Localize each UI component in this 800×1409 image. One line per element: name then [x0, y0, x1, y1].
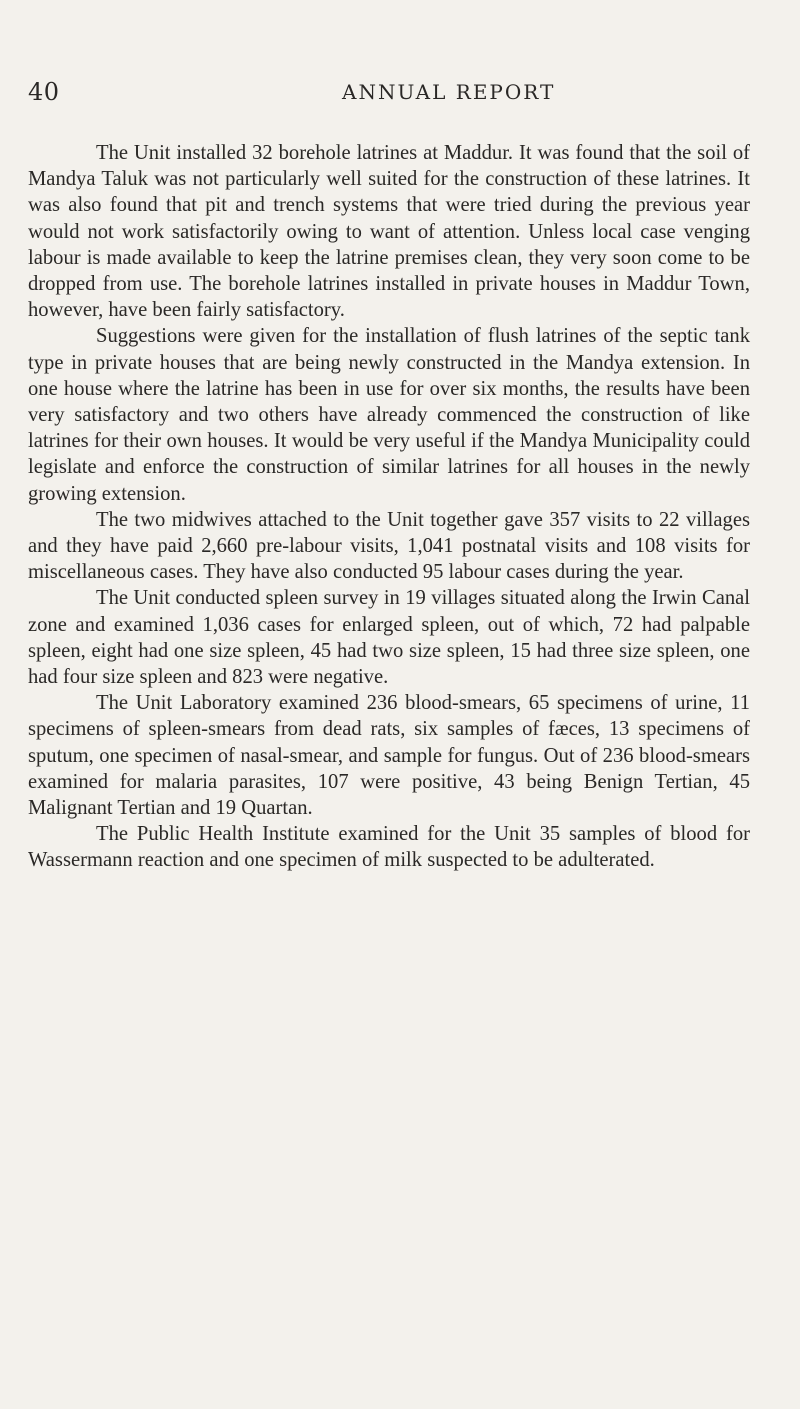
paragraph-latrines-maddur: The Unit installed 32 borehole latrines at Maddur. It was found that the soil of Mandya Taluk was not particularly well suited for the construction of these latrines. It was also found that pit and trench systems that were tried during the previous year would not work satisfactorily owing to want of attention. Unless local case venging labour is made available to keep the latrine premises clean, they very soon come to be dropped from use. The borehole latrines installed in private houses in Maddur Town, however, have been fairly satisfactory.	[28, 142, 750, 322]
page-number: 40	[28, 78, 60, 106]
running-title: ANNUAL REPORT	[342, 80, 556, 104]
paragraph-public-health-institute: The Public Health Institute examined for the Unit 35 samples of blood for Wassermann reaction and one specimen of milk suspected to be adulterated.	[28, 823, 750, 872]
paragraph-midwives: The two midwives attached to the Unit together gave 357 visits to 22 villages and they have paid 2,660 pre-labour visits, 1,041 postnatal visits and 108 visits for miscellaneous cases. They have also conducted 95 labour cases during the year.	[28, 508, 750, 584]
paragraph-flush-latrines: Suggestions were given for the installation of flush latrines of the septic tank type in private houses that are being newly constructed in the Mandya extension. In one house where the latrine has been in use for over six months, the results have been very satisfactory and two others have already commenced the construction of like latrines for their own houses. It would be very useful if the Mandya Municipality could legislate and enforce the construction of similar latrines for all houses in the newly growing extension.	[28, 325, 750, 505]
paragraph-spleen-survey: The Unit conducted spleen survey in 19 villages situated along the Irwin Canal zone and examined 1,036 cases for enlarged spleen, out of which, 72 had palpable spleen, eight had one size spleen, 45 had two size spleen, 15 had three size spleen, one had four size spleen and 823 were negative.	[28, 587, 750, 689]
paragraph-laboratory: The Unit Laboratory examined 236 blood-smears, 65 specimens of urine, 11 specimens of spleen-smears from dead rats, six samples of fæces, 13 specimens of sputum, one specimen of nasal-smear, and sample for fungus. Out of 236 blood-smears examined for malaria parasites, 107 were positive, 43 being Benign Tertian, 45 Malignant Tertian and 19 Quartan.	[28, 692, 750, 820]
report-body	[28, 140, 750, 874]
